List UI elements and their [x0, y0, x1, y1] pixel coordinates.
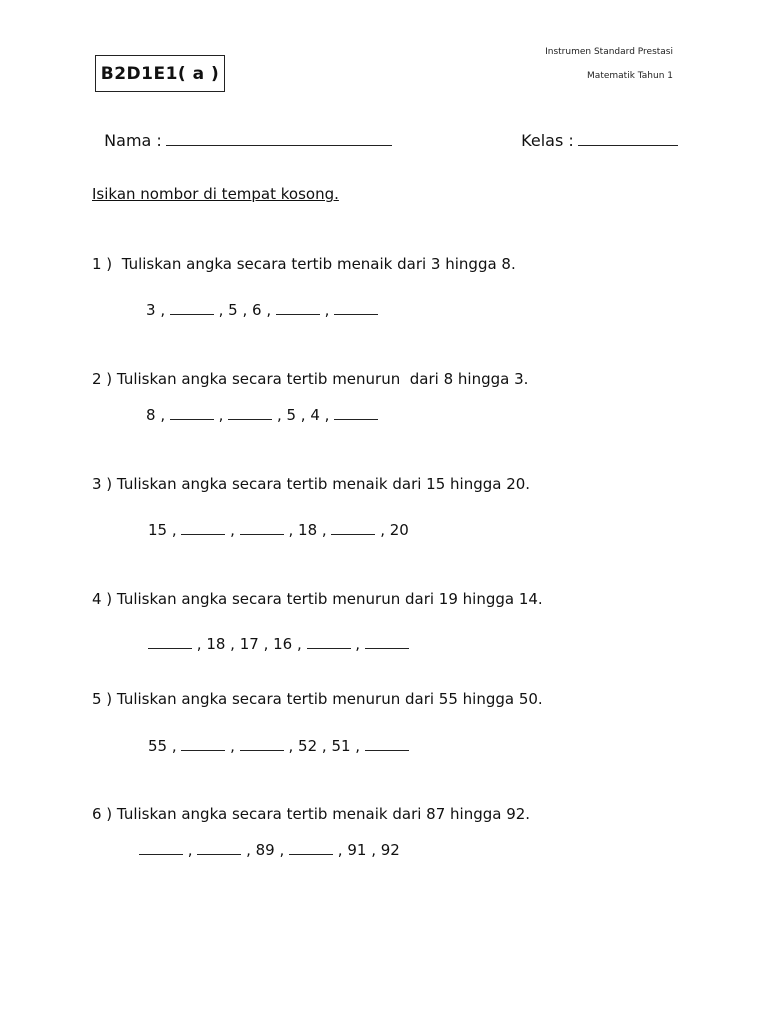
- comma-separator: ,: [319, 406, 335, 424]
- answer-blank[interactable]: [331, 520, 375, 535]
- comma-separator: ,: [167, 737, 182, 755]
- answer-blank[interactable]: [240, 520, 284, 535]
- class-field: [511, 112, 678, 150]
- comma-separator: ,: [274, 841, 290, 859]
- answer-blank[interactable]: [365, 634, 409, 649]
- worksheet-code-box: [95, 55, 225, 92]
- answer-blank[interactable]: [170, 405, 214, 420]
- header-subject: Matematik Tahun 1: [587, 71, 673, 81]
- comma-separator: ,: [225, 521, 240, 539]
- comma-separator: ,: [155, 301, 170, 319]
- answer-row-3: [148, 520, 409, 539]
- name-field: [94, 112, 392, 150]
- comma-separator: ,: [375, 521, 390, 539]
- comma-separator: ,: [350, 737, 365, 755]
- answer-blank[interactable]: [170, 300, 214, 315]
- comma-separator: ,: [213, 301, 229, 319]
- answer-row-4: [148, 634, 409, 653]
- given-number: 16: [273, 635, 293, 653]
- answer-blank[interactable]: [334, 405, 378, 420]
- class-answer-line[interactable]: [578, 131, 678, 146]
- question-4: 4 ) Tuliskan angka secara tertib menurun dari 19 hingga 14.: [92, 590, 543, 608]
- comma-separator: ,: [237, 301, 253, 319]
- worksheet-code: B2D1E1( a ): [100, 63, 220, 84]
- question-5: 5 ) Tuliskan angka secara tertib menurun dari 55 hingga 50.: [92, 690, 543, 708]
- given-number: 6: [252, 301, 262, 319]
- comma-separator: ,: [317, 521, 332, 539]
- answer-blank[interactable]: [240, 736, 284, 751]
- answer-blank[interactable]: [365, 736, 409, 751]
- answer-row-1: [146, 300, 378, 319]
- comma-separator: ,: [192, 635, 207, 653]
- answer-blank[interactable]: [197, 840, 241, 855]
- comma-separator: ,: [366, 841, 381, 859]
- answer-row-2: [146, 405, 378, 424]
- answer-blank[interactable]: [307, 634, 351, 649]
- comma-separator: ,: [225, 635, 240, 653]
- comma-separator: ,: [319, 301, 335, 319]
- answer-blank[interactable]: [276, 300, 320, 315]
- given-number: 17: [239, 635, 259, 653]
- comma-separator: ,: [272, 406, 287, 424]
- comma-separator: ,: [283, 521, 299, 539]
- given-number: 5: [286, 406, 297, 424]
- given-number: 3: [146, 301, 156, 319]
- comma-separator: ,: [225, 737, 240, 755]
- name-label: Nama :: [104, 131, 162, 150]
- answer-blank[interactable]: [139, 840, 183, 855]
- given-number: 15: [148, 521, 168, 539]
- answer-blank[interactable]: [228, 405, 272, 420]
- comma-separator: ,: [167, 521, 182, 539]
- answer-blank[interactable]: [148, 634, 192, 649]
- given-number: 20: [389, 521, 409, 539]
- comma-separator: ,: [258, 635, 274, 653]
- instruction-text: Isikan nombor di tempat kosong.: [92, 185, 339, 203]
- header-instrument-title: Instrumen Standard Prestasi: [545, 47, 673, 57]
- comma-separator: ,: [317, 737, 332, 755]
- comma-separator: ,: [350, 635, 365, 653]
- given-number: 52: [298, 737, 318, 755]
- given-number: 51: [331, 737, 351, 755]
- answer-blank[interactable]: [289, 840, 333, 855]
- given-number: 91: [347, 841, 367, 859]
- given-number: 18: [206, 635, 226, 653]
- given-number: 18: [298, 521, 318, 539]
- answer-row-6: [139, 840, 400, 859]
- comma-separator: ,: [155, 406, 170, 424]
- comma-separator: ,: [292, 635, 307, 653]
- name-answer-line[interactable]: [166, 131, 392, 146]
- given-number: 89: [255, 841, 275, 859]
- given-number: 55: [148, 737, 168, 755]
- given-number: 4: [310, 406, 320, 424]
- question-6: 6 ) Tuliskan angka secara tertib menaik dari 87 hingga 92.: [92, 805, 531, 823]
- given-number: 5: [228, 301, 238, 319]
- answer-blank[interactable]: [181, 736, 225, 751]
- comma-separator: ,: [283, 737, 299, 755]
- answer-row-5: [148, 736, 409, 755]
- question-3: 3 ) Tuliskan angka secara tertib menaik dari 15 hingga 20.: [92, 475, 531, 493]
- comma-separator: ,: [333, 841, 348, 859]
- answer-blank[interactable]: [334, 300, 378, 315]
- question-1: 1 ) Tuliskan angka secara tertib menaik dari 3 hingga 8.: [92, 255, 516, 273]
- question-2: 2 ) Tuliskan angka secara tertib menurun dari 8 hingga 3.: [92, 370, 529, 388]
- class-label: Kelas :: [521, 131, 574, 150]
- given-number: 92: [380, 841, 400, 859]
- given-number: 8: [146, 406, 156, 424]
- comma-separator: ,: [241, 841, 256, 859]
- comma-separator: ,: [213, 406, 229, 424]
- comma-separator: ,: [183, 841, 198, 859]
- answer-blank[interactable]: [181, 520, 225, 535]
- comma-separator: ,: [261, 301, 276, 319]
- comma-separator: ,: [296, 406, 311, 424]
